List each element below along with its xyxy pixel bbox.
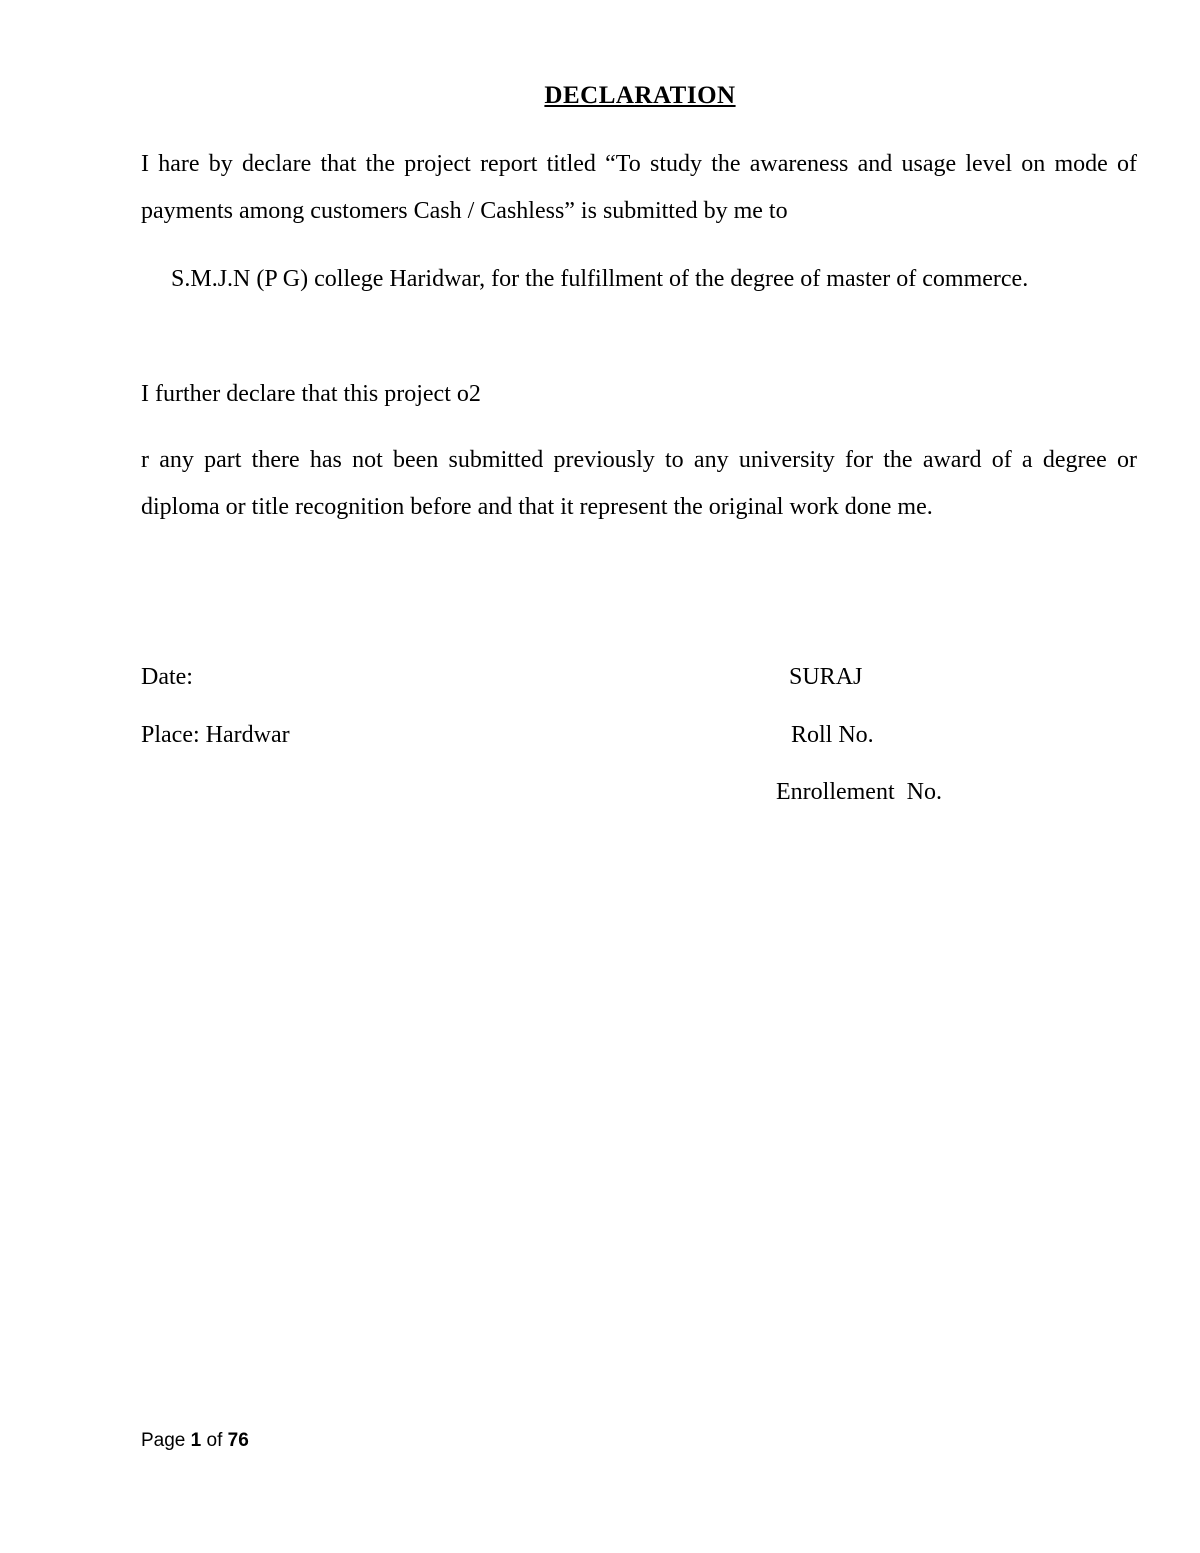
page-footer [141,1430,249,1452]
page-title: DECLARATION [544,82,736,109]
signatory-name: SURAJ [789,664,863,690]
page-prefix: Page [141,1430,186,1451]
declaration-paragraph-4: r any part there has not been submitted previously to any university for the award of a degree or diploma or title recognition before and that it represent the original work done me. [141,447,1137,520]
date-label: Date: [141,664,193,690]
place-label: Place: Hardwar [141,722,290,748]
page-number: 1 [190,1430,202,1451]
page-of-label: of [206,1430,223,1451]
roll-number-label: Roll No. [791,722,874,748]
declaration-paragraph-3: I further declare that this project o2 [141,381,481,407]
declaration-paragraph-2: S.M.J.N (P G) college Haridwar, for the fulfillment of the degree of master of commerce. [171,266,1029,292]
declaration-paragraph-1: I hare by declare that the project report titled “To study the awareness and usage level on mode of payments among customers Cash / Cashless” is submitted by me to [141,151,1137,224]
page-total: 76 [227,1430,249,1451]
enrollment-number-label: Enrollement No. [776,779,942,805]
